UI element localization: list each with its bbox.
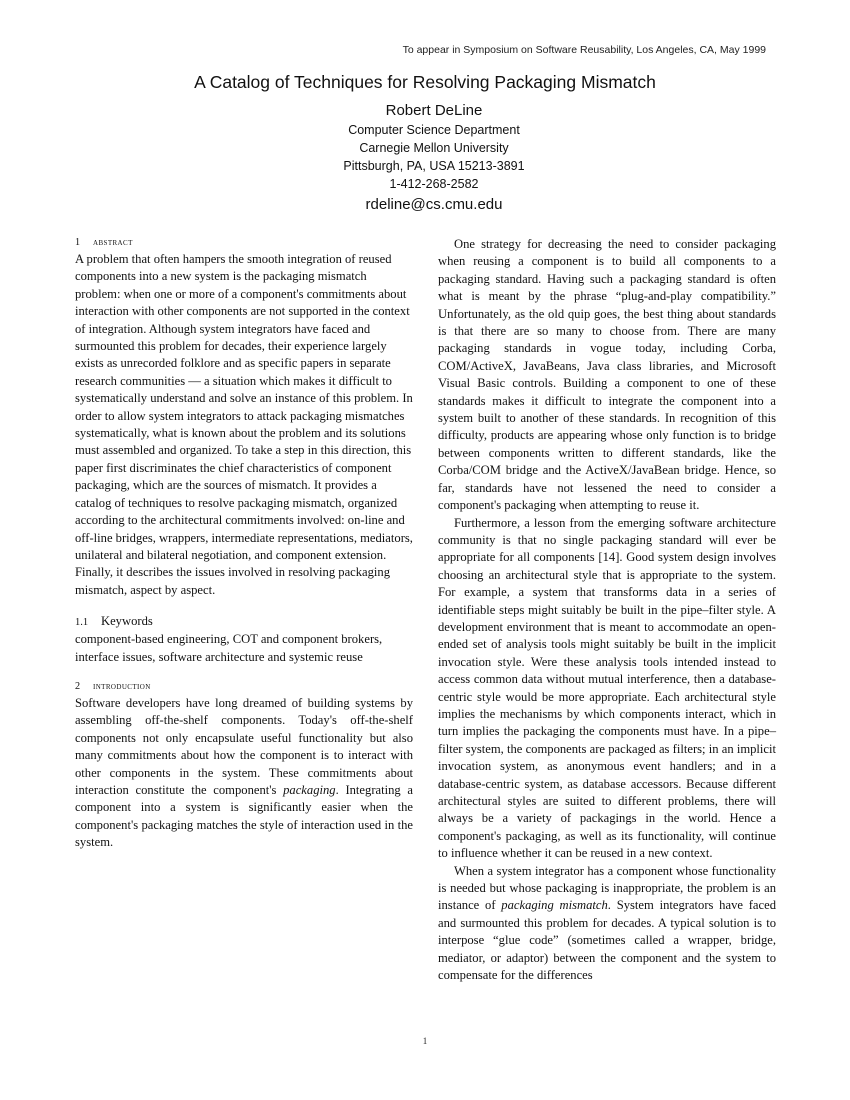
abstract-heading: [75, 236, 413, 250]
author-email: rdeline@cs.cmu.edu: [365, 196, 503, 213]
intro-p1-part-2: . Integrating a component into a system is significantly easier when the component's packaging matches the style of interaction used in the system.: [75, 782, 413, 850]
intro-p1-part-1: Software developers have long dreamed of building systems by assembling off-the-shelf components. Today's off-the-shelf components not only encapsulate useful functionality but also many commitments about how the component is to interact with other components in the system. These commitments about interaction constitute the component's: [75, 695, 413, 797]
paper-title: A Catalog of Techniques for Resolving Packaging Mismatch: [194, 72, 656, 92]
introduction-paragraph-2: One strategy for decreasing the need to consider packaging when reusing a component is to build all components to a packaging standard. Having such a packaging standard is often what is meant by the phrase “plug-and-play compatibility.” Unfortunately, as the old quip goes, the best thing about standards is that there are so many to choose from. There are many packaging standards in vogue today, including Corba, COM/ActiveX, JavaBeans, Java class libraries, and Microsoft Visual Basic controls. Building a component to one of these standards makes it difficult to integrate the component into a system built to another of these standards. In recognition of this difficulty, products are appearing whose only function is to bridge between components written to different standards, like the Corba/COM bridge and the ActiveX/JavaBean bridge. Hence, so far, standards have not lessened the need to consider a component's packaging when attempting to reuse it.: [438, 237, 776, 513]
abstract-section-number: 1: [75, 237, 81, 248]
author-university: Carnegie Mellon University: [359, 141, 509, 155]
author-name: Robert DeLine: [385, 102, 483, 119]
intro-p1-emphasis: packaging: [283, 782, 336, 797]
keywords-text: component-based engineering, COT and component brokers, interface issues, software architecture and systemic reuse: [75, 632, 383, 664]
author-department: Computer Science Department: [348, 123, 520, 137]
abstract-heading-text: abstract: [93, 237, 133, 248]
keywords-heading: [75, 613, 413, 631]
intro-p4-part-1: When a system integrator has a component whose functionality is needed but whose packaging is inappropriate, the problem is an instance of: [438, 863, 776, 913]
intro-p4-part-2: . System integrators have faced and surmounted this problem for decades. A typical solution is to interpose “glue code” (sometimes called a wrapper, bridge, mediator, or adaptor) between the component and the system to compensate for the differences: [438, 898, 776, 983]
author-address: Pittsburgh, PA, USA 15213-3891: [343, 159, 525, 173]
intro-p4-emphasis: packaging mismatch: [501, 898, 608, 913]
introduction-paragraph-1: [75, 695, 413, 852]
introduction-section-number: 2: [75, 680, 81, 692]
author-block: [0, 101, 850, 216]
introduction-paragraph-3: Furthermore, a lesson from the emerging software architecture community is that no single packaging standard will ever be appropriate for all components [14]. Good system design involves choosing an architectural style that is appropriate to the system. For example, a system that transforms data in a series of identifiable steps might suitably be built in the pipe–filter style. A development environment that is meant to accommodate an open-ended set of analysis tools might suitably be built in the implicit invocation style. Were these analysis tools intended instead to access common data without mutual interference, then a database-centric style would be more appropriate. Each architectural style implies the mechanisms by which components interact, which in turn implies the packaging the components must have. In a pipe–filter system, the components are packaged as filters; in an implicit invocation system, as anonymous event handlers; and in a database-centric system, as database accessors. Because different architectural styles are suited to different problems, there will always be a variety of packagings in the world. Hence a component's packaging, as well as its functionality, will continue to influence whether it can be reused in a new context.: [438, 515, 776, 861]
introduction-paragraph-4: [438, 863, 776, 985]
venue-note: To appear in Symposium on Software Reusability, Los Angeles, CA, May 1999: [402, 44, 766, 56]
keywords-heading-text: Keywords: [101, 614, 153, 629]
author-phone: 1-412-268-2582: [389, 177, 479, 191]
page-number: 1: [422, 1036, 428, 1046]
abstract-text: A problem that often hampers the smooth integration of reused components into a new system is the packaging mismatch problem: when one or more of a component's commitments about interaction with other components are not supported in the context of integration. Although system integrators have faced and surmounted this problem for decades, their experience largely exists as unrecorded folklore and as specific papers in separate research communities — a situation which makes it difficult to systematically understand and solve an instance of this problem. In order to allow system integrators to attack packaging mismatches systematically, what is known about the problem and its solutions must assembled and organized. To take a step in this direction, this paper first discriminates the chief characteristics of component packaging, which are the sources of mismatch. It provides a catalog of techniques to resolve packaging mismatch, organized according to the architectural commitments involved: on-line and off-line bridges, wrappers, intermediate representations, mediators, unilateral and bilateral negotiation, and component extension. Finally, it describes the issues involved in resolving packaging mismatch, aspect by aspect.: [75, 252, 413, 597]
introduction-heading: [75, 680, 413, 694]
keywords-section-number: 1.1: [75, 617, 89, 629]
left-column: [75, 236, 413, 852]
introduction-heading-text: introduction: [93, 680, 151, 692]
right-column: [438, 236, 776, 984]
